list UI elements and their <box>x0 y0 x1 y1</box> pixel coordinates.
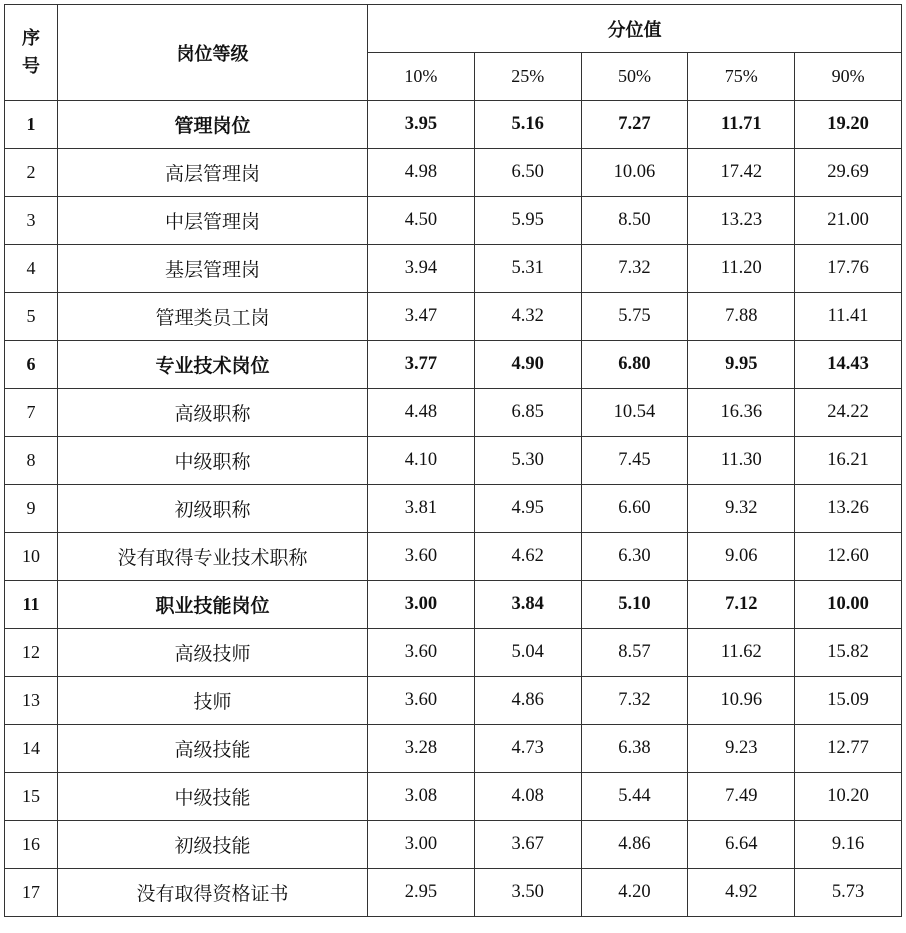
value-cell-p10: 3.77 <box>368 341 475 389</box>
value-cell-p10: 4.50 <box>368 197 475 245</box>
grade-name-cell: 基层管理岗 <box>58 245 368 293</box>
value-cell-p75: 16.36 <box>688 389 795 437</box>
value-cell-p25: 5.95 <box>474 197 581 245</box>
grade-name-cell: 没有取得资格证书 <box>58 869 368 917</box>
category-row <box>5 581 902 629</box>
value-cell-p25: 4.86 <box>474 677 581 725</box>
row-index-cell: 7 <box>5 389 58 437</box>
value-cell-p90: 13.26 <box>795 485 902 533</box>
value-cell-p10: 3.95 <box>368 101 475 149</box>
row-index-cell: 2 <box>5 149 58 197</box>
grade-name-cell: 高级职称 <box>58 389 368 437</box>
value-cell-p25: 5.04 <box>474 629 581 677</box>
value-cell-p10: 3.81 <box>368 485 475 533</box>
grade-name-cell: 中级技能 <box>58 773 368 821</box>
value-cell-p50: 4.20 <box>581 869 688 917</box>
grade-name-cell: 技师 <box>58 677 368 725</box>
value-cell-p25: 6.50 <box>474 149 581 197</box>
value-cell-p75: 10.96 <box>688 677 795 725</box>
value-cell-p10: 4.10 <box>368 437 475 485</box>
value-cell-p10: 3.00 <box>368 581 475 629</box>
value-cell-p25: 3.67 <box>474 821 581 869</box>
value-cell-p25: 6.85 <box>474 389 581 437</box>
grade-name-cell: 管理类员工岗 <box>58 293 368 341</box>
grade-name-cell: 专业技术岗位 <box>58 341 368 389</box>
value-cell-p50: 6.38 <box>581 725 688 773</box>
value-cell-p25: 4.62 <box>474 533 581 581</box>
value-cell-p75: 7.49 <box>688 773 795 821</box>
value-cell-p10: 3.94 <box>368 245 475 293</box>
table-row <box>5 245 902 293</box>
value-cell-p90: 10.20 <box>795 773 902 821</box>
grade-name-cell: 中层管理岗 <box>58 197 368 245</box>
value-cell-p75: 11.62 <box>688 629 795 677</box>
grade-name-cell: 管理岗位 <box>58 101 368 149</box>
value-cell-p75: 11.20 <box>688 245 795 293</box>
percentile-header-90: 90% <box>795 53 902 101</box>
value-cell-p10: 2.95 <box>368 869 475 917</box>
value-cell-p50: 5.75 <box>581 293 688 341</box>
percentile-header-75: 75% <box>688 53 795 101</box>
table-row <box>5 677 902 725</box>
value-cell-p75: 7.12 <box>688 581 795 629</box>
value-cell-p25: 5.31 <box>474 245 581 293</box>
row-index-cell: 17 <box>5 869 58 917</box>
table-row <box>5 629 902 677</box>
value-cell-p25: 3.50 <box>474 869 581 917</box>
value-cell-p90: 9.16 <box>795 821 902 869</box>
row-index-cell: 11 <box>5 581 58 629</box>
value-cell-p75: 9.23 <box>688 725 795 773</box>
value-cell-p10: 4.48 <box>368 389 475 437</box>
value-cell-p90: 24.22 <box>795 389 902 437</box>
value-cell-p50: 6.80 <box>581 341 688 389</box>
value-cell-p25: 4.73 <box>474 725 581 773</box>
table-row <box>5 389 902 437</box>
row-index-cell: 16 <box>5 821 58 869</box>
value-cell-p50: 7.45 <box>581 437 688 485</box>
value-cell-p10: 3.08 <box>368 773 475 821</box>
grade-name-cell: 初级职称 <box>58 485 368 533</box>
table-row <box>5 293 902 341</box>
index-column-label: 序号 <box>22 27 40 77</box>
table-row <box>5 869 902 917</box>
table-row <box>5 149 902 197</box>
category-row <box>5 101 902 149</box>
row-index-cell: 1 <box>5 101 58 149</box>
grade-name-cell: 没有取得专业技术职称 <box>58 533 368 581</box>
value-cell-p25: 5.16 <box>474 101 581 149</box>
table-body <box>5 101 902 917</box>
index-column-header <box>5 5 58 101</box>
value-cell-p75: 9.32 <box>688 485 795 533</box>
grade-column-header: 岗位等级 <box>58 5 368 101</box>
value-cell-p75: 17.42 <box>688 149 795 197</box>
grade-name-cell: 初级技能 <box>58 821 368 869</box>
row-index-cell: 3 <box>5 197 58 245</box>
value-cell-p50: 6.60 <box>581 485 688 533</box>
value-cell-p90: 12.77 <box>795 725 902 773</box>
row-index-cell: 15 <box>5 773 58 821</box>
value-cell-p90: 16.21 <box>795 437 902 485</box>
value-cell-p75: 9.95 <box>688 341 795 389</box>
value-cell-p90: 5.73 <box>795 869 902 917</box>
value-cell-p90: 14.43 <box>795 341 902 389</box>
value-cell-p90: 10.00 <box>795 581 902 629</box>
value-cell-p50: 10.54 <box>581 389 688 437</box>
value-cell-p90: 29.69 <box>795 149 902 197</box>
value-cell-p90: 15.09 <box>795 677 902 725</box>
percentile-header-25: 25% <box>474 53 581 101</box>
value-cell-p25: 4.32 <box>474 293 581 341</box>
value-cell-p50: 7.32 <box>581 245 688 293</box>
row-index-cell: 5 <box>5 293 58 341</box>
value-cell-p90: 15.82 <box>795 629 902 677</box>
percentile-group-header: 分位值 <box>368 5 902 53</box>
table-row <box>5 437 902 485</box>
row-index-cell: 6 <box>5 341 58 389</box>
value-cell-p75: 6.64 <box>688 821 795 869</box>
value-cell-p10: 3.28 <box>368 725 475 773</box>
row-index-cell: 9 <box>5 485 58 533</box>
value-cell-p10: 3.60 <box>368 533 475 581</box>
value-cell-p50: 5.44 <box>581 773 688 821</box>
table-row <box>5 725 902 773</box>
value-cell-p50: 7.27 <box>581 101 688 149</box>
value-cell-p25: 3.84 <box>474 581 581 629</box>
value-cell-p90: 21.00 <box>795 197 902 245</box>
row-index-cell: 14 <box>5 725 58 773</box>
table-row <box>5 533 902 581</box>
grade-name-cell: 职业技能岗位 <box>58 581 368 629</box>
value-cell-p90: 12.60 <box>795 533 902 581</box>
value-cell-p25: 4.95 <box>474 485 581 533</box>
value-cell-p10: 4.98 <box>368 149 475 197</box>
value-cell-p75: 4.92 <box>688 869 795 917</box>
percentile-header-10: 10% <box>368 53 475 101</box>
value-cell-p90: 11.41 <box>795 293 902 341</box>
salary-percentile-table <box>4 4 902 917</box>
row-index-cell: 12 <box>5 629 58 677</box>
grade-name-cell: 中级职称 <box>58 437 368 485</box>
value-cell-p50: 10.06 <box>581 149 688 197</box>
category-row <box>5 341 902 389</box>
table-row <box>5 485 902 533</box>
value-cell-p25: 4.08 <box>474 773 581 821</box>
value-cell-p10: 3.60 <box>368 677 475 725</box>
row-index-cell: 8 <box>5 437 58 485</box>
value-cell-p75: 11.30 <box>688 437 795 485</box>
table-row <box>5 821 902 869</box>
table-row <box>5 197 902 245</box>
grade-name-cell: 高层管理岗 <box>58 149 368 197</box>
row-index-cell: 4 <box>5 245 58 293</box>
value-cell-p10: 3.47 <box>368 293 475 341</box>
value-cell-p75: 7.88 <box>688 293 795 341</box>
value-cell-p75: 11.71 <box>688 101 795 149</box>
grade-name-cell: 高级技能 <box>58 725 368 773</box>
value-cell-p50: 8.57 <box>581 629 688 677</box>
table-row <box>5 773 902 821</box>
row-index-cell: 10 <box>5 533 58 581</box>
table-header <box>5 5 902 101</box>
value-cell-p25: 5.30 <box>474 437 581 485</box>
value-cell-p75: 9.06 <box>688 533 795 581</box>
value-cell-p90: 19.20 <box>795 101 902 149</box>
value-cell-p50: 5.10 <box>581 581 688 629</box>
grade-name-cell: 高级技师 <box>58 629 368 677</box>
value-cell-p90: 17.76 <box>795 245 902 293</box>
value-cell-p25: 4.90 <box>474 341 581 389</box>
value-cell-p50: 8.50 <box>581 197 688 245</box>
row-index-cell: 13 <box>5 677 58 725</box>
value-cell-p75: 13.23 <box>688 197 795 245</box>
value-cell-p50: 7.32 <box>581 677 688 725</box>
header-row-top <box>5 5 902 53</box>
value-cell-p10: 3.60 <box>368 629 475 677</box>
value-cell-p10: 3.00 <box>368 821 475 869</box>
value-cell-p50: 4.86 <box>581 821 688 869</box>
value-cell-p50: 6.30 <box>581 533 688 581</box>
percentile-header-50: 50% <box>581 53 688 101</box>
